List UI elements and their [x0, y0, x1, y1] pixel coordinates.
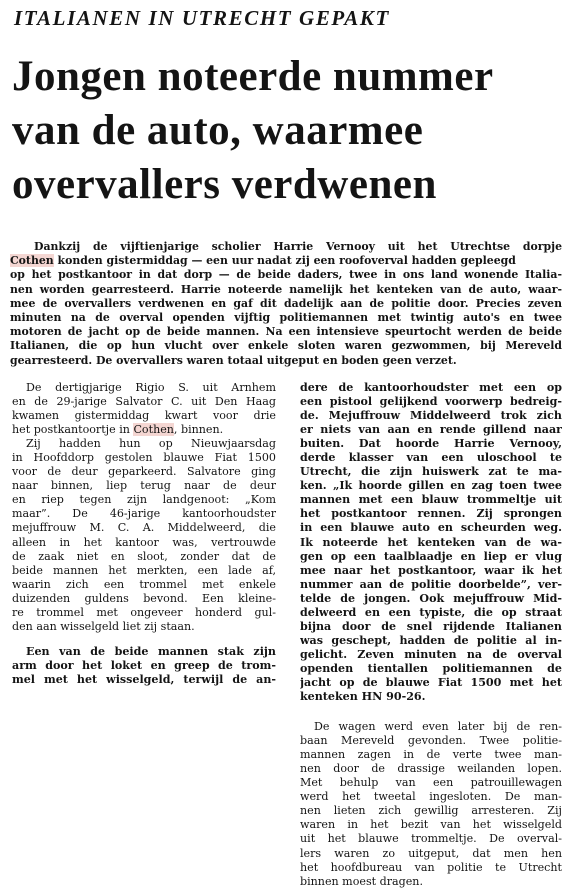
text-line: lers waren zo uitgeput, dat men hen [300, 846, 562, 860]
lead-line-rest: konden gistermiddag — een uur nadat zij een roofoverval hadden gepleegd [53, 254, 516, 268]
text-line: den aan wisselgeld liet zij staan. [12, 619, 195, 633]
text-fragment: , binnen. [173, 423, 224, 437]
text-line: bijna door de snel rijdende Italianen [300, 619, 562, 633]
text-line [12, 423, 276, 437]
text-line: kenteken HN 90-26. [300, 690, 426, 704]
text-line: in Hoofddorp gestolen blauwe Fiat 1500 [12, 451, 276, 465]
text-line: uit het blauwe trommeltje. De overval- [300, 832, 562, 846]
text-line: waarin zich een trommel met enkele [12, 577, 276, 591]
text-fragment: het postkantoortje in [12, 423, 134, 437]
text-line: Met behulp van een patrouillewagen [300, 776, 562, 790]
text-line: nen lieten zich gewillig arresteren. Zij [300, 804, 562, 818]
lead-line: op het postkantoor in dat dorp — de beide daders, twee in ons land wonende Italia- [10, 268, 562, 282]
text-line: De dertigjarige Rigio S. uit Arnhem [26, 381, 276, 394]
text-line: en de 29-jarige Salvator C. uit Den Haag [12, 395, 276, 409]
text-line: de zaak niet en sloot, zonder dat de [12, 549, 276, 563]
text-line: buiten. Dat hoorde Harrie Vernooy, [300, 437, 562, 451]
lead-line: motoren de jacht op de beide mannen. Na een intensieve speurtocht werden de beide [10, 325, 562, 339]
kicker: ITALIANEN IN UTRECHT GEPAKT [14, 6, 390, 30]
lead-line: gearresteerd. De overvallers waren totaal uitgeput en boden geen verzet. [10, 353, 457, 367]
text-line: gen op een taalblaadje en liep er vlug [300, 549, 562, 563]
text-line: Een van de beide mannen stak zijn [26, 644, 276, 658]
text-line: beide mannen het merkten, een lade af, [12, 563, 276, 577]
text-line: duizenden guldens bevond. Een kleine- [12, 591, 276, 605]
lead-line: nen worden gearresteerd. Harrie noteerde namelijk het kenteken van de auto, waar- [10, 282, 562, 296]
lead-line: minuten na de overval openden vijftig politiemannen met twintig auto's en twee [10, 310, 562, 324]
text-line: arm door het loket en greep de trom- [12, 658, 276, 672]
headline [12, 50, 568, 212]
text-line: in een blauwe auto en scheurden weg. [300, 521, 562, 535]
headline-line: overvallers verdwenen [12, 161, 437, 208]
text-line: voor de deur geparkeerd. Salvatore ging [12, 465, 276, 479]
text-line: telde de jongen. Ook mejuffrouw Mid- [300, 591, 562, 605]
text-line: baan Mereveld gevonden. Twee politie- [300, 734, 562, 748]
text-line: re trommel met ongeveer honderd gul- [12, 605, 276, 619]
headline-line: Jongen noteerde nummer [12, 53, 494, 100]
body-column-right [300, 381, 562, 889]
text-line: alleen in het kantoor was, vertrouwde [12, 535, 276, 549]
text-line: er niets van aan en rende gillend naar [300, 423, 562, 437]
lead-line: Dankzij de vijftienjarige scholier Harrie Vernooy uit het Utrechtse dorpje [34, 240, 562, 253]
lead-line: Italianen, die op hun vlucht over enkele sloten waren gezwommen, bij Mereveld [10, 339, 562, 353]
text-line: naar binnen, liep terug naar de deur [12, 479, 276, 493]
text-line: mejuffrouw M. C. A. Middelweerd, die [12, 521, 276, 535]
text-line: nen door de drassige weilanden lopen. [300, 762, 562, 776]
headline-line: van de auto, waarmee [12, 107, 424, 154]
text-line: het postkantoor rennen. Zij sprongen [300, 507, 562, 521]
text-line: derde klasser van een uloschool te [300, 451, 562, 465]
text-line: Utrecht, die zijn huiswerk zat te ma- [300, 465, 562, 479]
body-column-left [12, 381, 276, 687]
text-line: jacht op de blauwe Fiat 1500 met het [300, 675, 562, 689]
text-line: een pistool gelijkend voorwerp bedreig- [300, 395, 562, 409]
text-line: maar”. De 46-jarige kantoorhoudster [12, 507, 276, 521]
text-line: kwamen gistermiddag kwart voor drie [12, 409, 276, 423]
lead-line [10, 254, 562, 268]
text-line: Ik noteerde het kenteken van de wa- [300, 535, 562, 549]
text-line: dere de kantoorhoudster met een op [300, 381, 562, 394]
text-line: Zij hadden hun op Nieuwjaarsdag [26, 437, 276, 451]
text-line: nummer aan de politie doorbelde”, ver- [300, 577, 562, 591]
lead-paragraph [10, 240, 562, 368]
text-line: de. Mejuffrouw Middelweerd trok zich [300, 409, 562, 423]
text-line: mel met het wisselgeld, terwijl de an- [12, 672, 276, 686]
text-line: delweerd en een typiste, die op straat [300, 605, 562, 619]
text-line: mannen zagen in de verte twee man- [300, 748, 562, 762]
text-line: en riep tegen zijn landgenoot: „Kom [12, 493, 276, 507]
lead-line: mee de overvallers verdwenen en gaf dit dadelijk aan de politie door. Precies zeven [10, 296, 562, 310]
text-line: was geschept, hadden de politie al in- [300, 633, 562, 647]
highlighted-word: Cothen [10, 254, 54, 268]
text-line: gelicht. Zeven minuten na de overval [300, 647, 562, 661]
text-line: De wagen werd even later bij de ren- [314, 720, 562, 734]
text-line: mannen met een blauw trommeltje uit [300, 493, 562, 507]
text-line: het hoofdbureau van politie te Utrecht [300, 860, 562, 874]
highlighted-word: Cothen [133, 423, 174, 437]
text-line: binnen moest dragen. [300, 874, 423, 888]
text-line: werd het tweetal ingesloten. De man- [300, 790, 562, 804]
text-line: mee naar het postkantoor, waar ik het [300, 563, 562, 577]
text-line: openden tientallen politiemannen de [300, 661, 562, 675]
text-line: waren in het bezit van het wisselgeld [300, 818, 562, 832]
text-line: ken. „Ik hoorde gillen en zag toen twee [300, 479, 562, 493]
